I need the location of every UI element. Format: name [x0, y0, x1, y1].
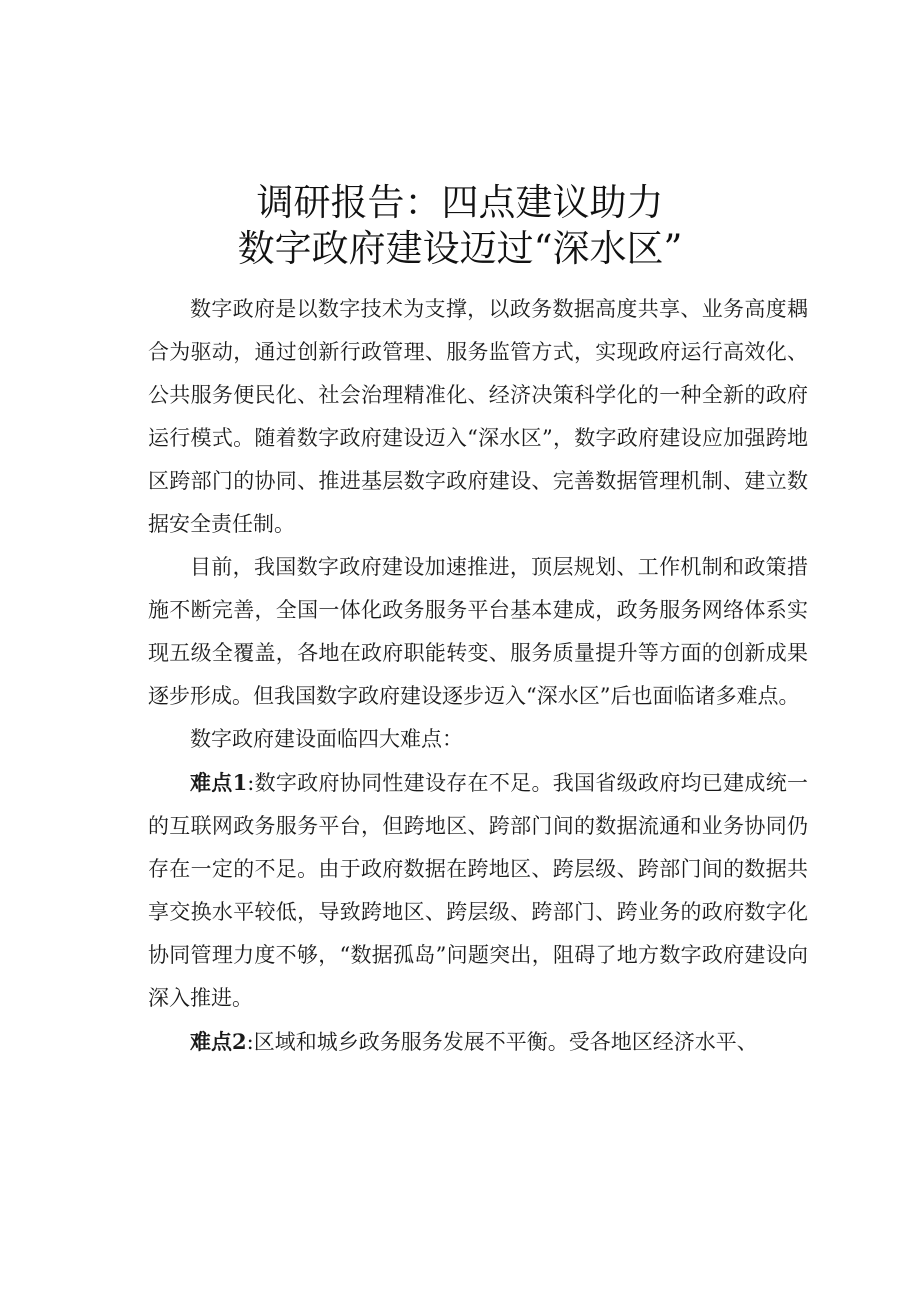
title-line-2: 数字政府建设迈过“深水区”	[237, 226, 683, 270]
paragraph-current-status: 目前，我国数字政府建设加速推进，顶层规划、工作机制和政策措施不断完善，全国一体化政务服务平台基本建成，政务服务网络体系实现五级全覆盖，各地在政府职能转变、服务质量提升等方面的创新成果逐步形成。但我国数字政府建设逐步迈入“深水区”后也面临诸多难点。	[148, 555, 808, 708]
paragraph-four-difficulties: 数字政府建设面临四大难点：	[190, 727, 463, 751]
paragraph-point-2	[148, 1020, 808, 1064]
point-1-label: 难点1	[190, 770, 248, 795]
document-title	[0, 180, 920, 272]
title-line-1: 调研报告：四点建议助力	[256, 180, 664, 224]
paragraph-intro: 数字政府是以数字技术为支撑，以政务数据高度共享、业务高度耦合为驱动，通过创新行政管理、服务监管方式，实现政府运行高效化、公共服务便民化、社会治理精准化、经济决策科学化的一种全新的政府运行模式。随着数字政府建设迈入“深水区”，数字政府建设应加强跨地区跨部门的协同、推进基层数字政府建设、完善数据管理机制、建立数据安全责任制。	[148, 297, 808, 536]
point-2-text: :区域和城乡政务服务发展不平衡。受各地区经济水平、	[246, 1030, 758, 1054]
point-1-text: :数字政府协同性建设存在不足。我国省级政府均已建成统一的互联网政务服务平台，但跨地区、跨部门间的数据流通和业务协同仍存在一定的不足。由于政府数据在跨地区、跨层级、跨部门间的数据共享交换水平较低，导致跨地区、跨层级、跨部门、跨业务的政府数字化协同管理力度不够，“数据孤岛”问题突出，阻碍了地方数字政府建设向深入推进。	[148, 771, 808, 1010]
paragraph-point-1	[148, 761, 808, 1020]
document-body	[148, 288, 808, 1064]
point-2-label: 难点2	[190, 1029, 247, 1054]
